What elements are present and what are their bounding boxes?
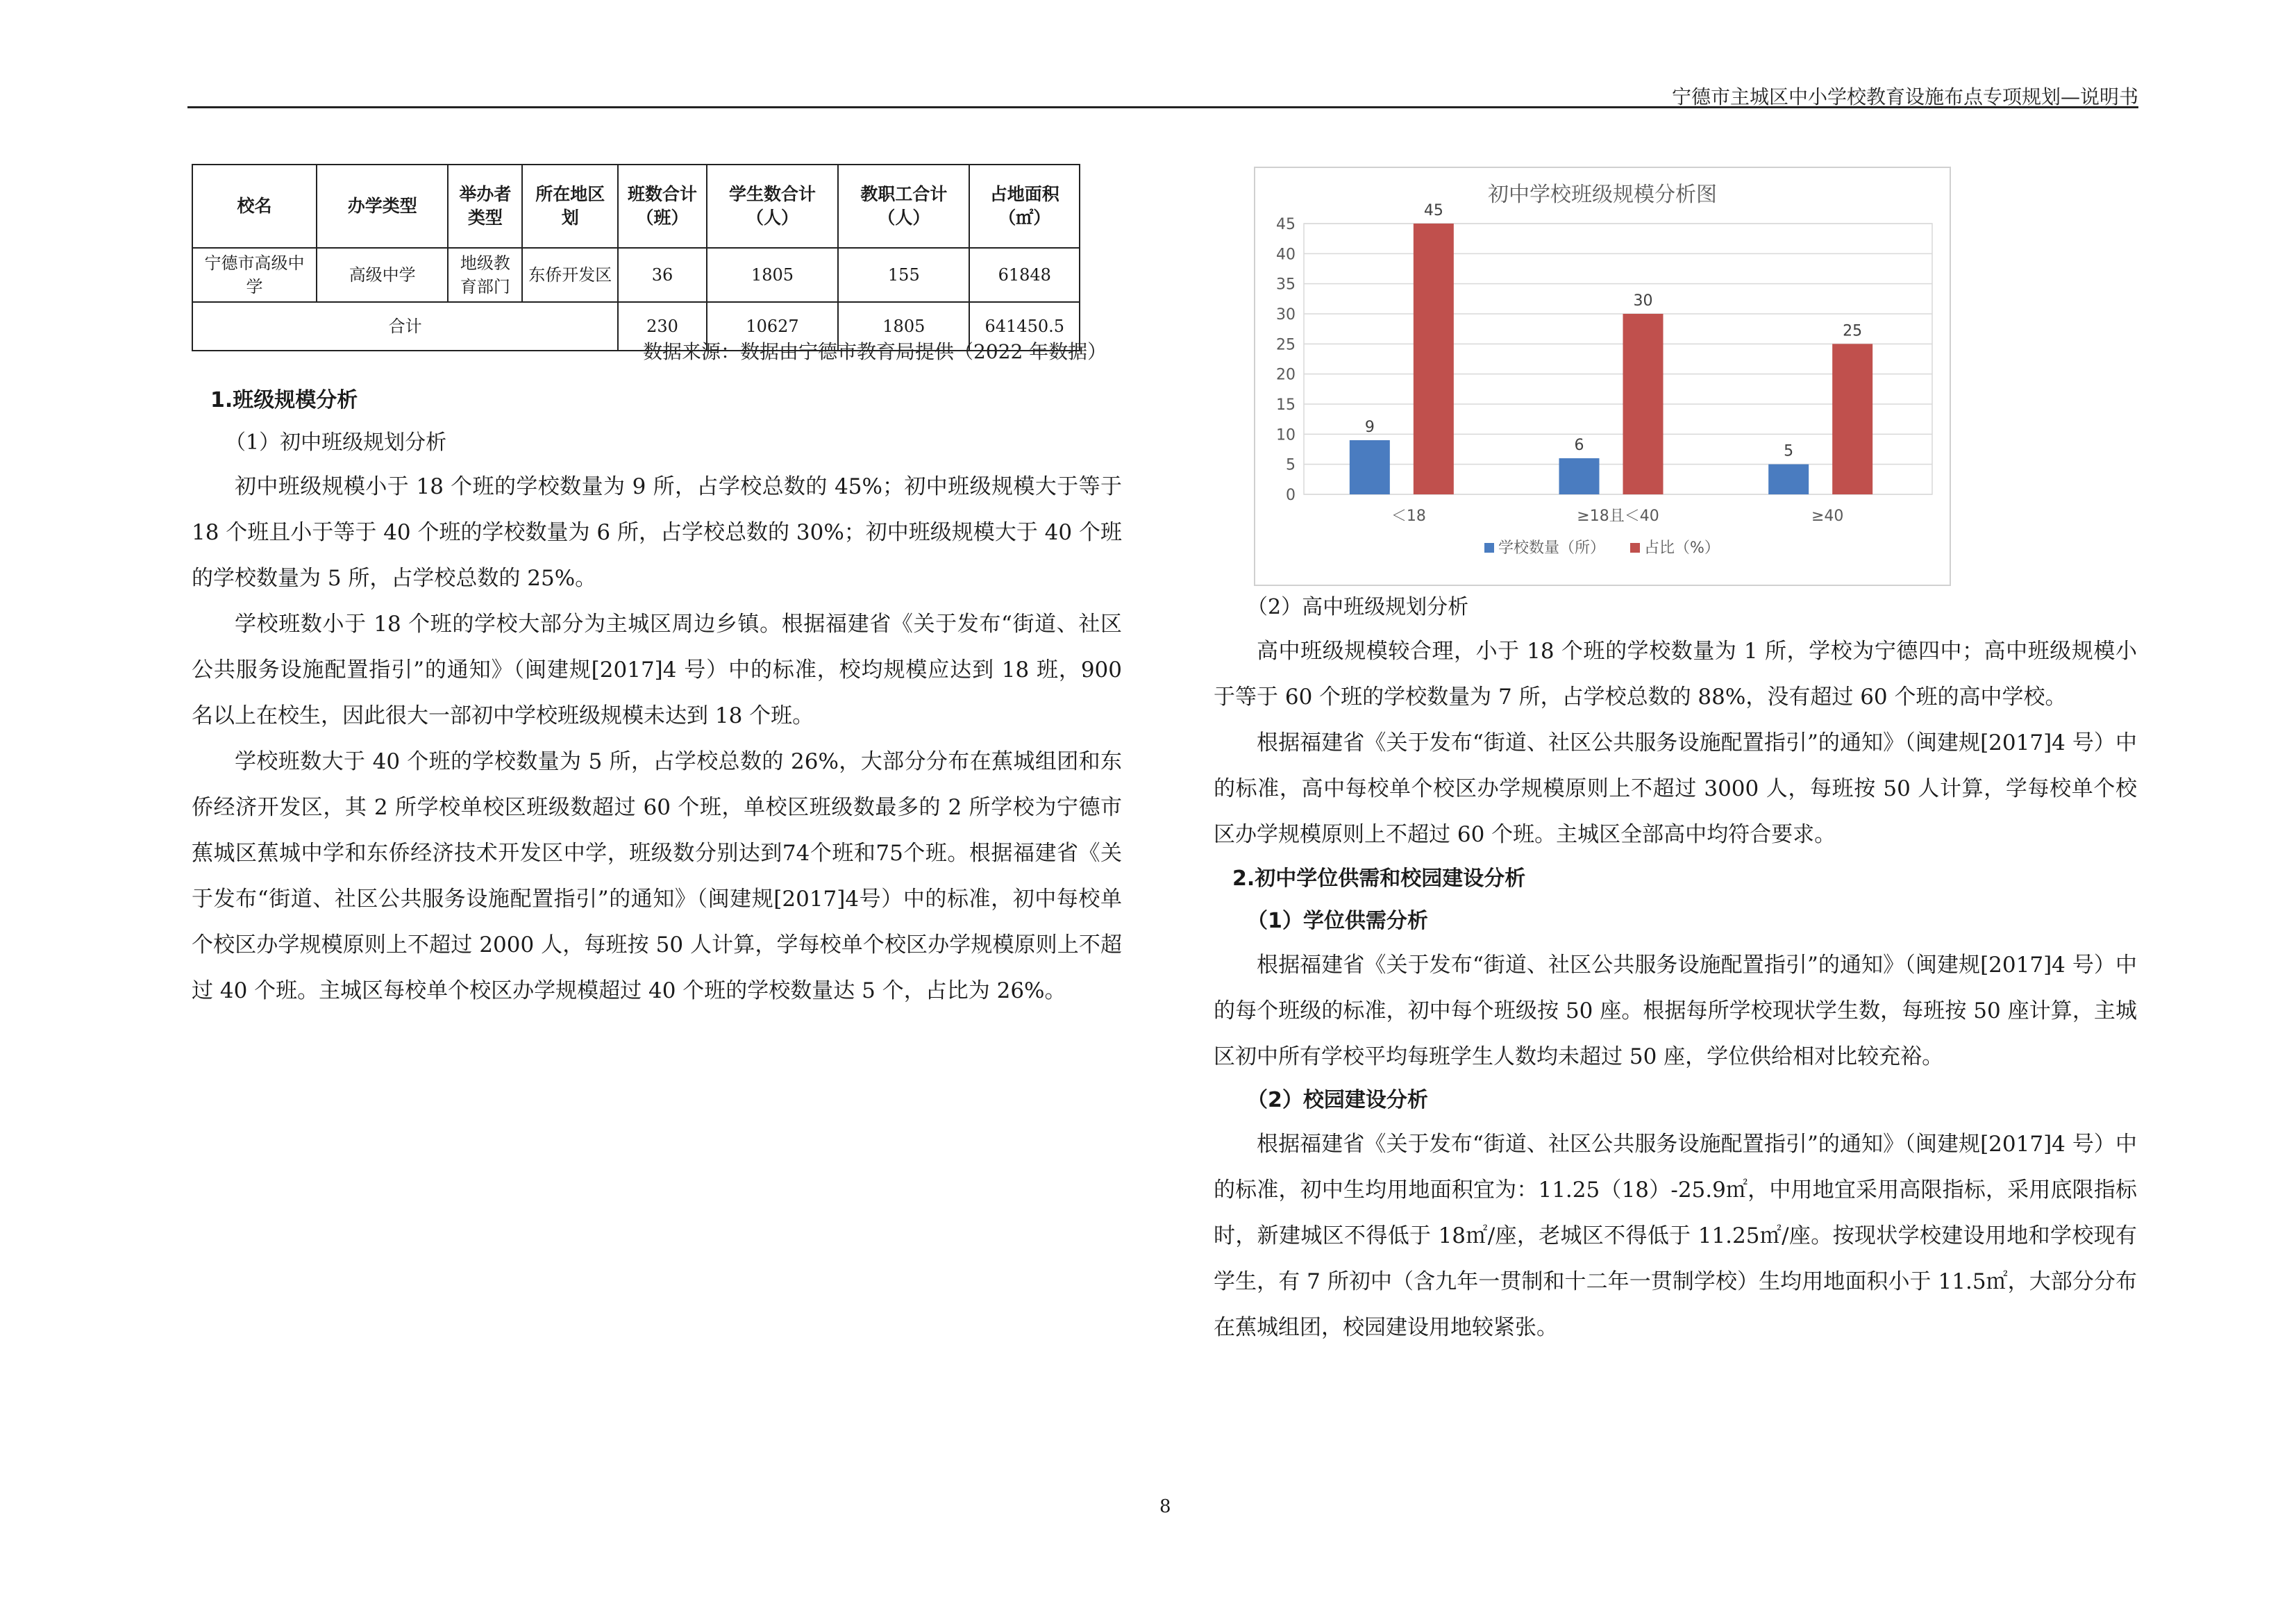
- y-tick-label: 5: [1286, 456, 1296, 474]
- paragraph: 高中班级规模较合理，小于 18 个班的学校数量为 1 所，学校为宁德四中；高中班级规模小于等于 60 个班的学校数量为 7 所，占学校总数的 88%，没有超过 60 个班的高中学校。: [1214, 639, 2137, 710]
- table-cell: 61848: [969, 248, 1080, 302]
- data-label: 6: [1574, 437, 1584, 454]
- subsection-heading: （2）校园建设分析: [1247, 1088, 1428, 1112]
- data-label: 5: [1784, 442, 1794, 460]
- total-label: 合计: [192, 302, 618, 351]
- table-cell: 地级教育部门: [448, 248, 522, 302]
- legend-label: 占比（%）: [1644, 539, 1720, 557]
- table-row: [192, 248, 1080, 302]
- table-cell: 1805: [707, 248, 838, 302]
- table-header-cell: 所在地区划: [522, 165, 618, 248]
- table-header-row: [192, 165, 1080, 248]
- bar: [1768, 464, 1809, 494]
- subsection-heading: （2）高中班级规划分析: [1247, 595, 1469, 619]
- legend-label: 学校数量（所）: [1498, 539, 1606, 557]
- paragraph: 根据福建省《关于发布“街道、社区公共服务设施配置指引”的通知》（闽建规[2017]4 号）中的标准，高中每校单个校区办学规模原则上不超过 3000 人，每班按 50 人计算，学每校单个校区办学规模原则上不超过 60 个班。主城区全部高中均符合要求。: [1214, 730, 2137, 847]
- table-source-note: 数据来源：数据由宁德市教育局提供（2022 年数据）: [643, 340, 1107, 363]
- right-column-text: [1214, 587, 2137, 1350]
- legend-swatch: [1484, 543, 1494, 553]
- bar: [1559, 458, 1600, 494]
- table-header-cell: 举办者类型: [448, 165, 522, 248]
- chart-canvas: [1255, 168, 1950, 585]
- bar: [1414, 224, 1454, 494]
- y-tick-label: 10: [1276, 426, 1296, 444]
- table-header-cell: 占地面积（㎡）: [969, 165, 1080, 248]
- section-heading: 1.班级规模分析: [210, 388, 358, 412]
- table-cell: 155: [838, 248, 969, 302]
- paragraph: 根据福建省《关于发布“街道、社区公共服务设施配置指引”的通知》（闽建规[2017]4 号）中的每个班级的标准，初中每个班级按 50 座。根据每所学校现状学生数，每班按 50 座计算，主城区初中所有学校平均每班学生人数均未超过 50 座，学位供给相对比较充裕。: [1214, 953, 2137, 1069]
- school-data-table: [192, 164, 1080, 351]
- chart-legend: [1484, 539, 1720, 557]
- paragraph: 学校班数大于 40 个班的学校数量为 5 所，占学校总数的 26%，大部分分布在蕉城组团和东侨经济开发区，其 2 所学校单校区班级数超过 60 个班，单校区班级数最多的 2 所学校为宁德市蕉城区蕉城中学和东侨经济技术开发区中学，班级数分别达到74个班和75个班。根据福建省《关于发布“街道、社区公共服务设施配置指引”的通知》（闽建规[2017]4号）中的标准，初中每校单个校区办学规模原则上不超过 2000 人，每班按 50 人计算，学每校单个校区办学规模原则上不超过 40 个班。主城区每校单个校区办学规模超过 40 个班的学校数量达 5 个，占比为 26%。: [192, 749, 1122, 1003]
- page-number: 8: [1159, 1496, 1171, 1517]
- table-cell: 宁德市高级中学: [192, 248, 317, 302]
- x-axis-ticks: [1391, 508, 1844, 525]
- table-header-cell: 办学类型: [317, 165, 448, 248]
- subsection-heading: （1）初中班级规划分析: [225, 430, 447, 455]
- data-label: 25: [1843, 322, 1863, 340]
- y-tick-label: 30: [1276, 306, 1296, 324]
- left-column-text: [192, 379, 1122, 1014]
- total-classes: 230: [618, 302, 707, 351]
- y-tick-label: 25: [1276, 336, 1296, 354]
- total-students: 10627: [707, 302, 838, 351]
- total-staff: 1805: [838, 302, 969, 351]
- y-tick-label: 35: [1276, 276, 1296, 294]
- y-axis-ticks: [1276, 216, 1296, 504]
- x-tick-label: ≥40: [1811, 508, 1844, 525]
- table-header-cell: 班数合计（班）: [618, 165, 707, 248]
- header-divider: [187, 106, 2138, 108]
- chart-bars: [1350, 202, 1872, 494]
- bar: [1832, 344, 1872, 494]
- table-header-cell: 校名: [192, 165, 317, 248]
- table-header-cell: 学生数合计（人）: [707, 165, 838, 248]
- y-tick-label: 20: [1276, 366, 1296, 384]
- paragraph: 根据福建省《关于发布“街道、社区公共服务设施配置指引”的通知》（闽建规[2017]4 号）中的标准，初中生均用地面积宜为：11.25（18）-25.9㎡，中用地宜采用高限指标，采用底限指标时，新建城区不得低于 18㎡/座，老城区不得低于 11.25㎡/座。按现状学校建设用地和学校现有学生，有 7 所初中（含九年一贯制和十二年一贯制学校）生均用地面积小于 11.5㎡，大部分分布在蕉城组团，校园建设用地较紧张。: [1214, 1132, 2137, 1340]
- table-cell: 东侨开发区: [522, 248, 618, 302]
- chart-title: 初中学校班级规模分析图: [1488, 183, 1717, 207]
- y-tick-label: 45: [1276, 216, 1296, 233]
- page-header-title: 宁德市主城区中小学校教育设施布点专项规划—说明书: [1671, 85, 2138, 108]
- table-cell: 36: [618, 248, 707, 302]
- table-cell: 高级中学: [317, 248, 448, 302]
- y-tick-label: 15: [1276, 396, 1296, 414]
- bar: [1350, 440, 1390, 494]
- legend-swatch: [1630, 543, 1640, 553]
- table-header-cell: 教职工合计（人）: [838, 165, 969, 248]
- paragraph: 学校班数小于 18 个班的学校大部分为主城区周边乡镇。根据福建省《关于发布“街道、社区公共服务设施配置指引”的通知》（闽建规[2017]4 号）中的标准，校均规模应达到 18 班，900 名以上在校生，因此很大一部初中学校班级规模未达到 18 个班。: [192, 612, 1122, 728]
- x-tick-label: ≥18且＜40: [1577, 508, 1659, 525]
- bar: [1623, 314, 1664, 494]
- section-heading: 2.初中学位供需和校园建设分析: [1232, 867, 1526, 891]
- y-tick-label: 0: [1286, 487, 1296, 504]
- total-area: 641450.5: [969, 302, 1080, 351]
- y-tick-label: 40: [1276, 246, 1296, 264]
- data-label: 9: [1364, 419, 1375, 436]
- subsection-heading: （1）学位供需分析: [1247, 909, 1428, 933]
- data-label: 45: [1423, 202, 1443, 219]
- x-tick-label: ＜18: [1391, 508, 1426, 525]
- class-size-chart: [1254, 167, 1951, 586]
- paragraph: 初中班级规模小于 18 个班的学校数量为 9 所，占学校总数的 45%；初中班级规模大于等于 18 个班且小于等于 40 个班的学校数量为 6 所，占学校总数的 30%；初中班级规模大于 40 个班的学校数量为 5 所，占学校总数的 25%。: [192, 474, 1122, 591]
- data-label: 30: [1633, 292, 1653, 310]
